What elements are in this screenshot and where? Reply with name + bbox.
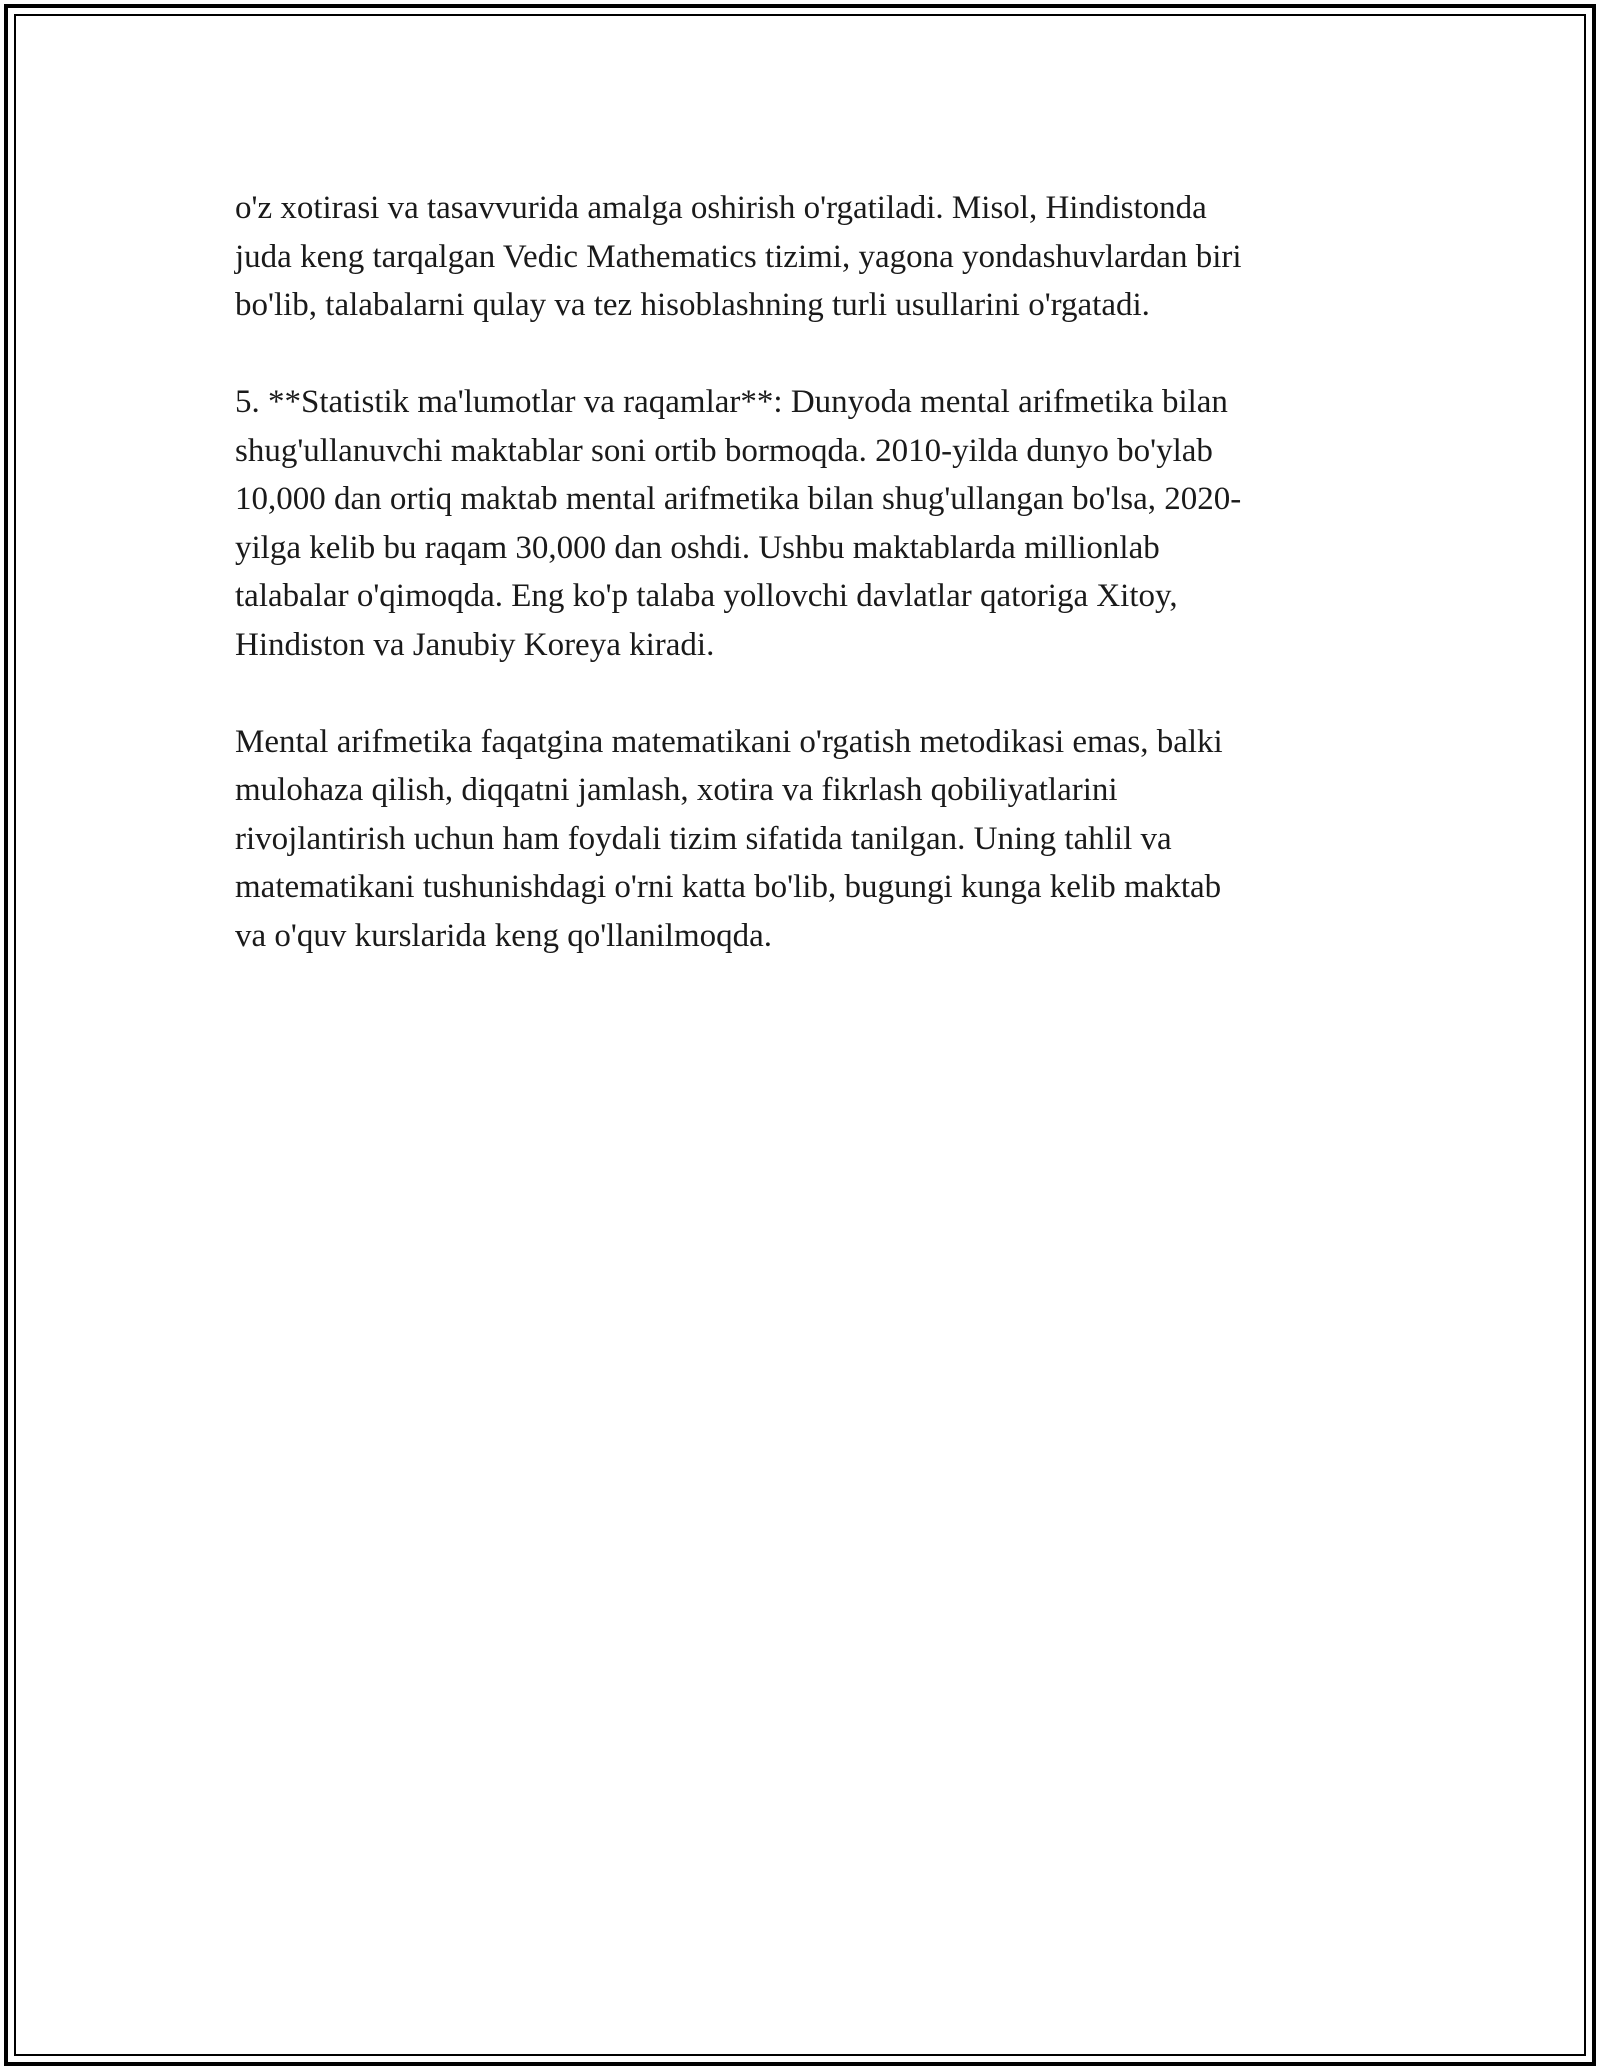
paragraph-3 bbox=[235, 718, 1375, 961]
text-line: 10,000 dan ortiq maktab mental arifmetika bilan shug'ullangan bo'lsa, 2020- bbox=[235, 481, 1242, 517]
text-line: Mental arifmetika faqatgina matematikani o'rgatish metodikasi emas, balki bbox=[235, 723, 1223, 760]
text-line: 5. **Statistik ma'lumotlar va raqamlar**: Dunyoda mental arifmetika bilan bbox=[235, 384, 1228, 420]
text-line: o'z xotirasi va tasavvurida amalga oshirish o'rgatiladi. Misol, Hindistonda bbox=[235, 190, 1207, 226]
text-line: shug'ullanuvchi maktablar soni ortib bormoqda. 2010-yilda dunyo bo'ylab bbox=[235, 432, 1213, 469]
text-line: Hindiston va Janubiy Koreya kiradi. bbox=[235, 626, 715, 663]
document-body bbox=[235, 184, 1375, 1009]
text-line: talabalar o'qimoqda. Eng ko'p talaba yollovchi davlatlar qatoriga Xitoy, bbox=[235, 578, 1178, 614]
text-line: rivojlantirish uchun ham foydali tizim sifatida tanilgan. Uning tahlil va bbox=[235, 820, 1172, 857]
text-line: yilga kelib bu raqam 30,000 dan oshdi. Ushbu maktablarda millionlab bbox=[235, 529, 1160, 566]
text-line: matematikani tushunishdagi o'rni katta bo'lib, bugungi kunga kelib maktab bbox=[235, 869, 1222, 905]
text-line: juda keng tarqalgan Vedic Mathematics tizimi, yagona yondashuvlardan biri bbox=[235, 238, 1242, 275]
text-line: mulohaza qilish, diqqatni jamlash, xotira va fikrlash qobiliyatlarini bbox=[235, 772, 1118, 808]
text-line: va o'quv kurslarida keng qo'llanilmoqda. bbox=[235, 917, 773, 954]
paragraph-2 bbox=[235, 378, 1375, 669]
text-line: bo'lib, talabalarni qulay va tez hisoblashning turli usullarini o'rgatadi. bbox=[235, 287, 1150, 323]
paragraph-1 bbox=[235, 184, 1375, 330]
